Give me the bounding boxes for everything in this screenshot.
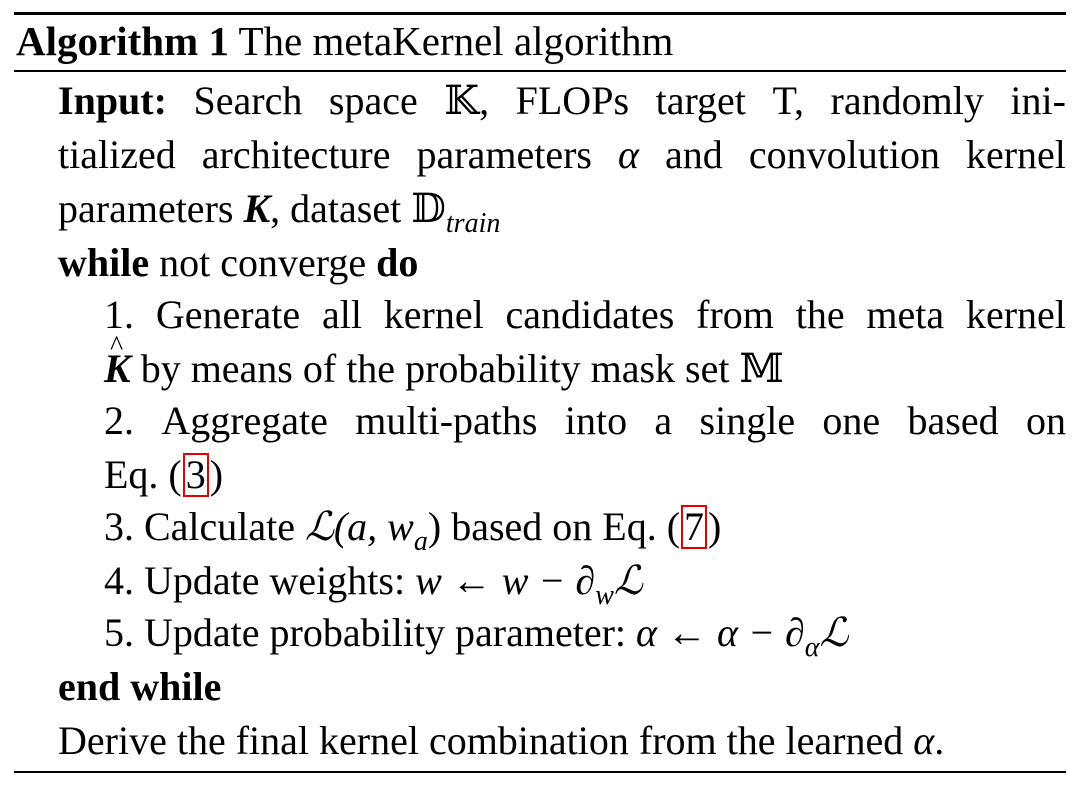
- step-3-line: [104, 500, 722, 557]
- step-word: all: [321, 292, 362, 337]
- alpha-symbol: α: [618, 132, 640, 177]
- input-line-1: [58, 74, 1066, 128]
- step-word: 1.: [104, 292, 134, 337]
- step-text: by means of the probability mask set 𝕄: [130, 346, 784, 391]
- step-text: 4. Update weights:: [104, 558, 416, 603]
- input-text: parameters: [58, 186, 244, 231]
- input-word: and: [665, 132, 723, 177]
- meta-kernel-symbol: ^ K: [104, 342, 131, 396]
- input-word: space: [328, 78, 418, 123]
- final-line: [58, 714, 944, 768]
- step-word: kernel: [965, 292, 1066, 337]
- search-space-symbol: 𝕂,: [444, 78, 490, 123]
- step-text: Eq. (: [104, 452, 182, 497]
- input-word: architecture: [201, 132, 391, 177]
- final-text: Derive the final kernel combination from the learned: [58, 718, 914, 763]
- step-word: one: [822, 398, 881, 443]
- equation-ref-link[interactable]: 3: [183, 453, 209, 497]
- step-word: from: [696, 292, 774, 337]
- algorithm-title: [16, 14, 673, 68]
- while-line: [58, 236, 418, 290]
- input-word: convolution: [748, 132, 940, 177]
- input-text: , dataset: [270, 186, 412, 231]
- step-2-line-1: [104, 394, 1066, 448]
- loop-condition: not converge: [149, 240, 377, 285]
- step-1-line-2: [104, 342, 784, 396]
- loss-symbol: ℒ: [819, 610, 849, 655]
- input-word: tialized: [58, 132, 176, 177]
- step-word: on: [1025, 398, 1066, 443]
- algorithm-name: The metaKernel algorithm: [238, 18, 674, 64]
- step-word: meta: [866, 292, 945, 337]
- step-text: based on Eq. (: [441, 504, 681, 549]
- step-word: the: [795, 292, 845, 337]
- step-word: into: [564, 398, 628, 443]
- step-word: multi-paths: [355, 398, 538, 443]
- input-word: kernel: [965, 132, 1066, 177]
- dataset-symbol: 𝔻: [411, 186, 446, 231]
- do-keyword: do: [376, 240, 419, 285]
- step-word: candidates: [505, 292, 675, 337]
- weight-update-expression: w ← w − ∂: [415, 558, 596, 603]
- loss-expression: ℒ(a, w: [305, 504, 414, 549]
- step-text: ): [708, 504, 722, 549]
- input-word: FLOPs: [515, 78, 630, 123]
- bottom-rule: [14, 771, 1066, 773]
- dataset-subscript: train: [445, 208, 501, 239]
- algorithm-label: Algorithm 1: [16, 18, 229, 64]
- input-word: ini-: [1010, 78, 1066, 123]
- loss-symbol: ℒ: [613, 558, 643, 603]
- input-word: Search: [193, 78, 303, 123]
- step-word: kernel: [383, 292, 484, 337]
- input-word: randomly: [830, 78, 984, 123]
- input-keyword: Input:: [58, 78, 167, 123]
- input-word: parameters: [416, 132, 592, 177]
- partial-subscript: w: [595, 580, 614, 611]
- end-while-keyword: end while: [58, 664, 222, 709]
- step-text: ): [209, 452, 224, 497]
- loss-subscript: a: [413, 526, 428, 557]
- input-line-3: [58, 182, 501, 239]
- step-1-line-1: [104, 288, 1066, 342]
- header-rule: [14, 70, 1066, 72]
- step-word: based: [907, 398, 999, 443]
- step-5-line: [104, 606, 849, 663]
- final-text: .: [934, 718, 945, 763]
- step-text: 5. Update probability parameter:: [104, 610, 637, 655]
- end-while-line: [58, 660, 221, 714]
- step-word: a: [654, 398, 673, 443]
- step-word: Generate: [155, 292, 301, 337]
- input-word: target: [655, 78, 746, 123]
- alpha-update-expression: α ← α − ∂: [636, 610, 805, 655]
- kernel-params-symbol: K: [243, 186, 271, 231]
- equation-ref-link[interactable]: 7: [681, 505, 707, 549]
- while-keyword: while: [58, 240, 150, 285]
- step-word: single: [699, 398, 796, 443]
- partial-subscript: α: [804, 632, 820, 663]
- step-word: Aggregate: [161, 398, 328, 443]
- input-line-2: [58, 128, 1066, 182]
- step-word: 2.: [104, 398, 134, 443]
- alpha-symbol: α: [913, 718, 935, 763]
- input-word: T,: [772, 78, 804, 123]
- step-text: 3. Calculate: [104, 504, 306, 549]
- step-4-line: [104, 554, 643, 611]
- step-2-line-2: [104, 448, 223, 502]
- step-text: ): [427, 504, 442, 549]
